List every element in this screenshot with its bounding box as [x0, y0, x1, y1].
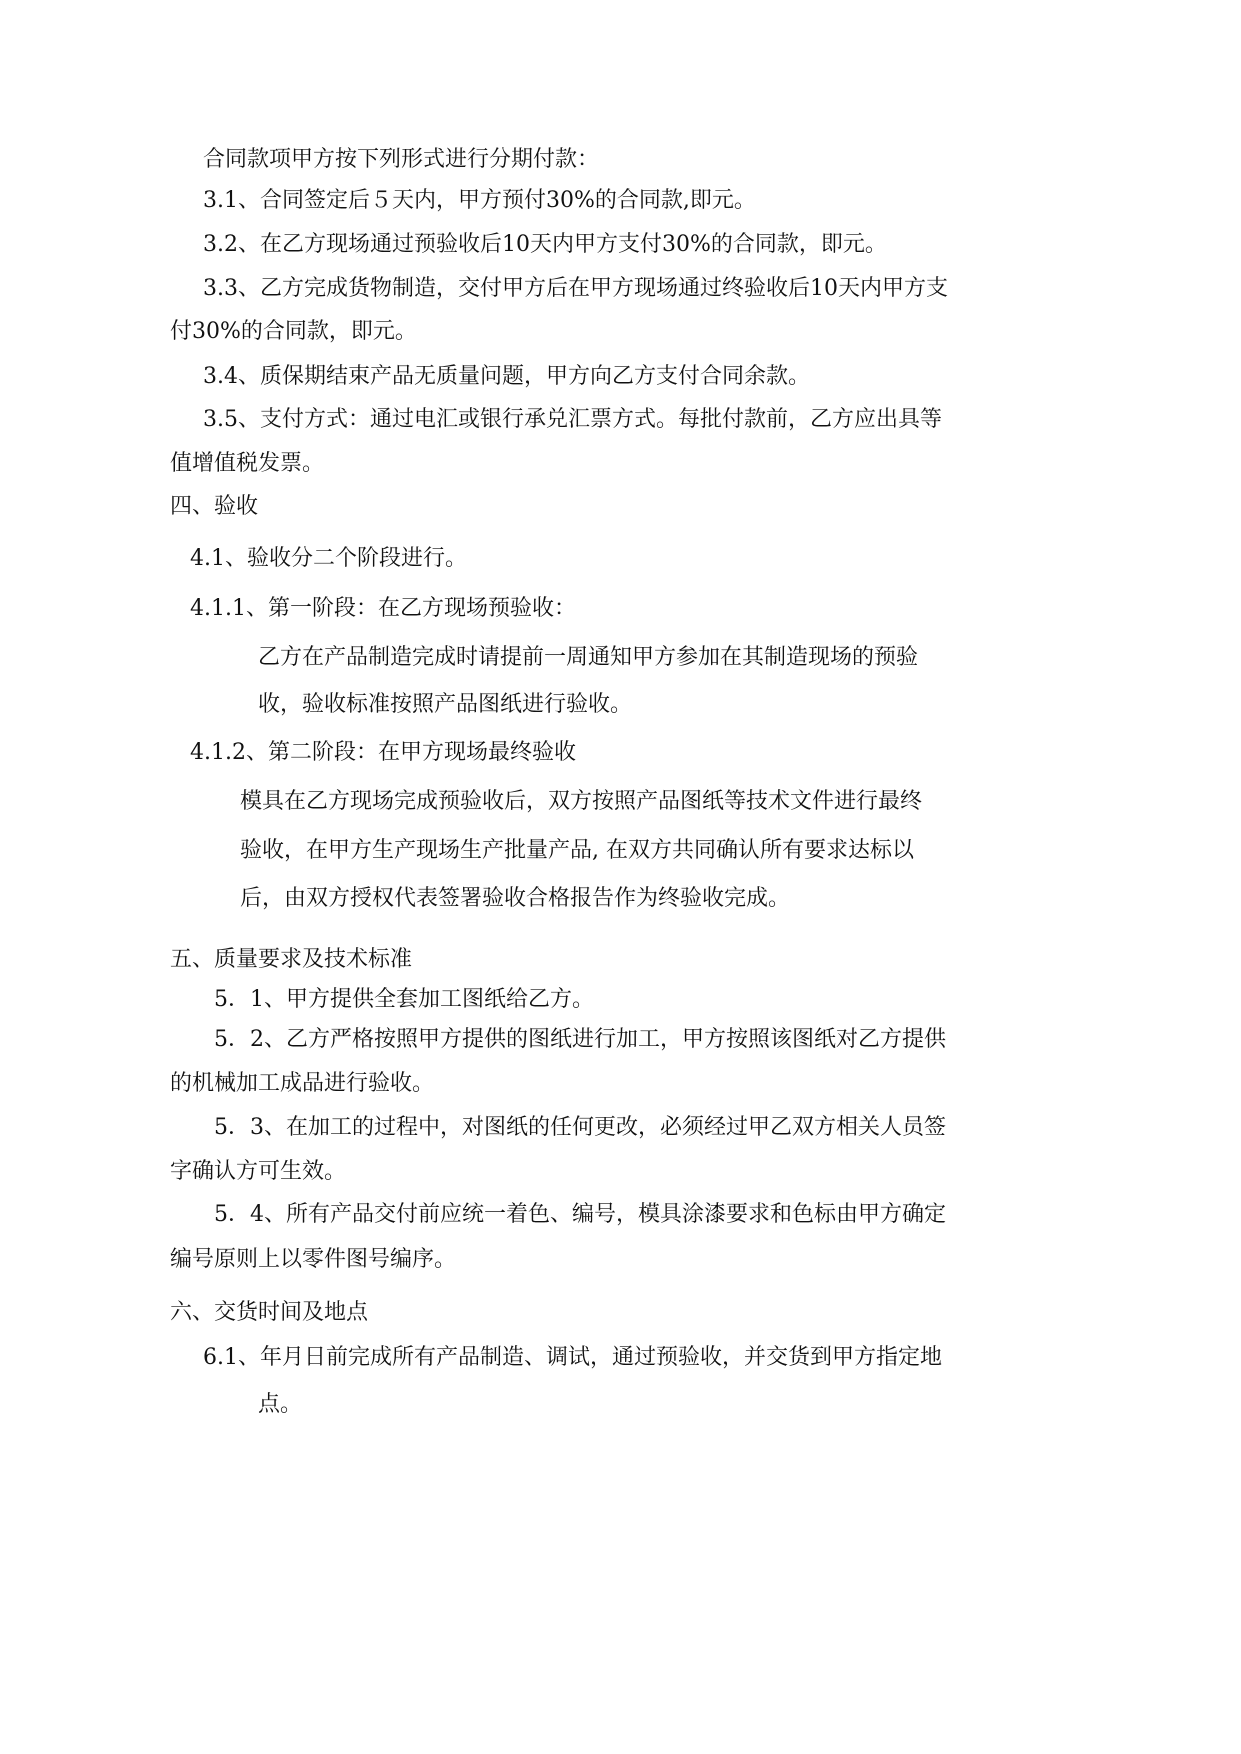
clause-5-2-line1: 5．2、乙方严格按照甲方提供的图纸进行加工，甲方按照该图纸对乙方提供	[214, 1027, 946, 1052]
clause-5-4-line1: 5．4、所有产品交付前应统一着色、编号，模具涂漆要求和色标由甲方确定	[214, 1202, 946, 1227]
clause-4-1-2-line3: 后，由双方授权代表签署验收合格报告作为终验收完成。	[240, 886, 791, 911]
clause-4-1-1-line1: 乙方在产品制造完成时请提前一周通知甲方参加在其制造现场的预验	[258, 645, 919, 670]
clause-6-1-line1: 6.1、年月日前完成所有产品制造、调试，通过预验收，并交货到甲方指定地	[203, 1345, 942, 1370]
clause-4-1-2: 4.1.2、第二阶段：在甲方现场最终验收	[190, 740, 576, 765]
clause-3-3-line1: 3.3、乙方完成货物制造，交付甲方后在甲方现场通过终验收后10天内甲方支	[203, 276, 948, 301]
clause-3-4: 3.4、质保期结束产品无质量问题，甲方向乙方支付合同余款。	[203, 364, 810, 389]
clause-5-2-line2: 的机械加工成品进行验收。	[170, 1071, 435, 1096]
clause-4-1-1: 4.1.1、第一阶段：在乙方现场预验收：	[190, 596, 576, 621]
payment-intro: 合同款项甲方按下列形式进行分期付款：	[203, 147, 600, 172]
clause-6-1-line2: 点。	[258, 1392, 303, 1417]
clause-3-1: 3.1、合同签定后５天内，甲方预付30%的合同款,即元。	[203, 188, 756, 213]
section-6-heading: 六、交货时间及地点	[170, 1300, 369, 1325]
clause-4-1-1-line2: 收，验收标准按照产品图纸进行验收。	[258, 692, 633, 717]
clause-4-1: 4.1、验收分二个阶段进行。	[190, 546, 467, 571]
clause-3-5-line2: 值增值税发票。	[170, 451, 325, 476]
clause-4-1-2-line2: 验收，在甲方生产现场生产批量产品, 在双方共同确认所有要求达标以	[240, 838, 914, 863]
clause-3-3-line2: 付30%的合同款，即元。	[170, 319, 417, 344]
clause-5-4-line2: 编号原则上以零件图号编序。	[170, 1247, 457, 1272]
clause-5-1: 5．1、甲方提供全套加工图纸给乙方。	[214, 987, 594, 1012]
clause-5-3-line2: 字确认方可生效。	[170, 1159, 347, 1184]
clause-5-3-line1: 5．3、在加工的过程中，对图纸的任何更改，必须经过甲乙双方相关人员签	[214, 1115, 946, 1140]
section-5-heading: 五、质量要求及技术标准	[170, 947, 413, 972]
clause-3-2: 3.2、在乙方现场通过预验收后10天内甲方支付30%的合同款，即元。	[203, 232, 887, 257]
clause-4-1-2-line1: 模具在乙方现场完成预验收后，双方按照产品图纸等技术文件进行最终	[240, 789, 923, 814]
clause-3-5-line1: 3.5、支付方式：通过电汇或银行承兑汇票方式。每批付款前，乙方应出具等	[203, 407, 942, 432]
section-4-heading: 四、验收	[170, 494, 259, 519]
